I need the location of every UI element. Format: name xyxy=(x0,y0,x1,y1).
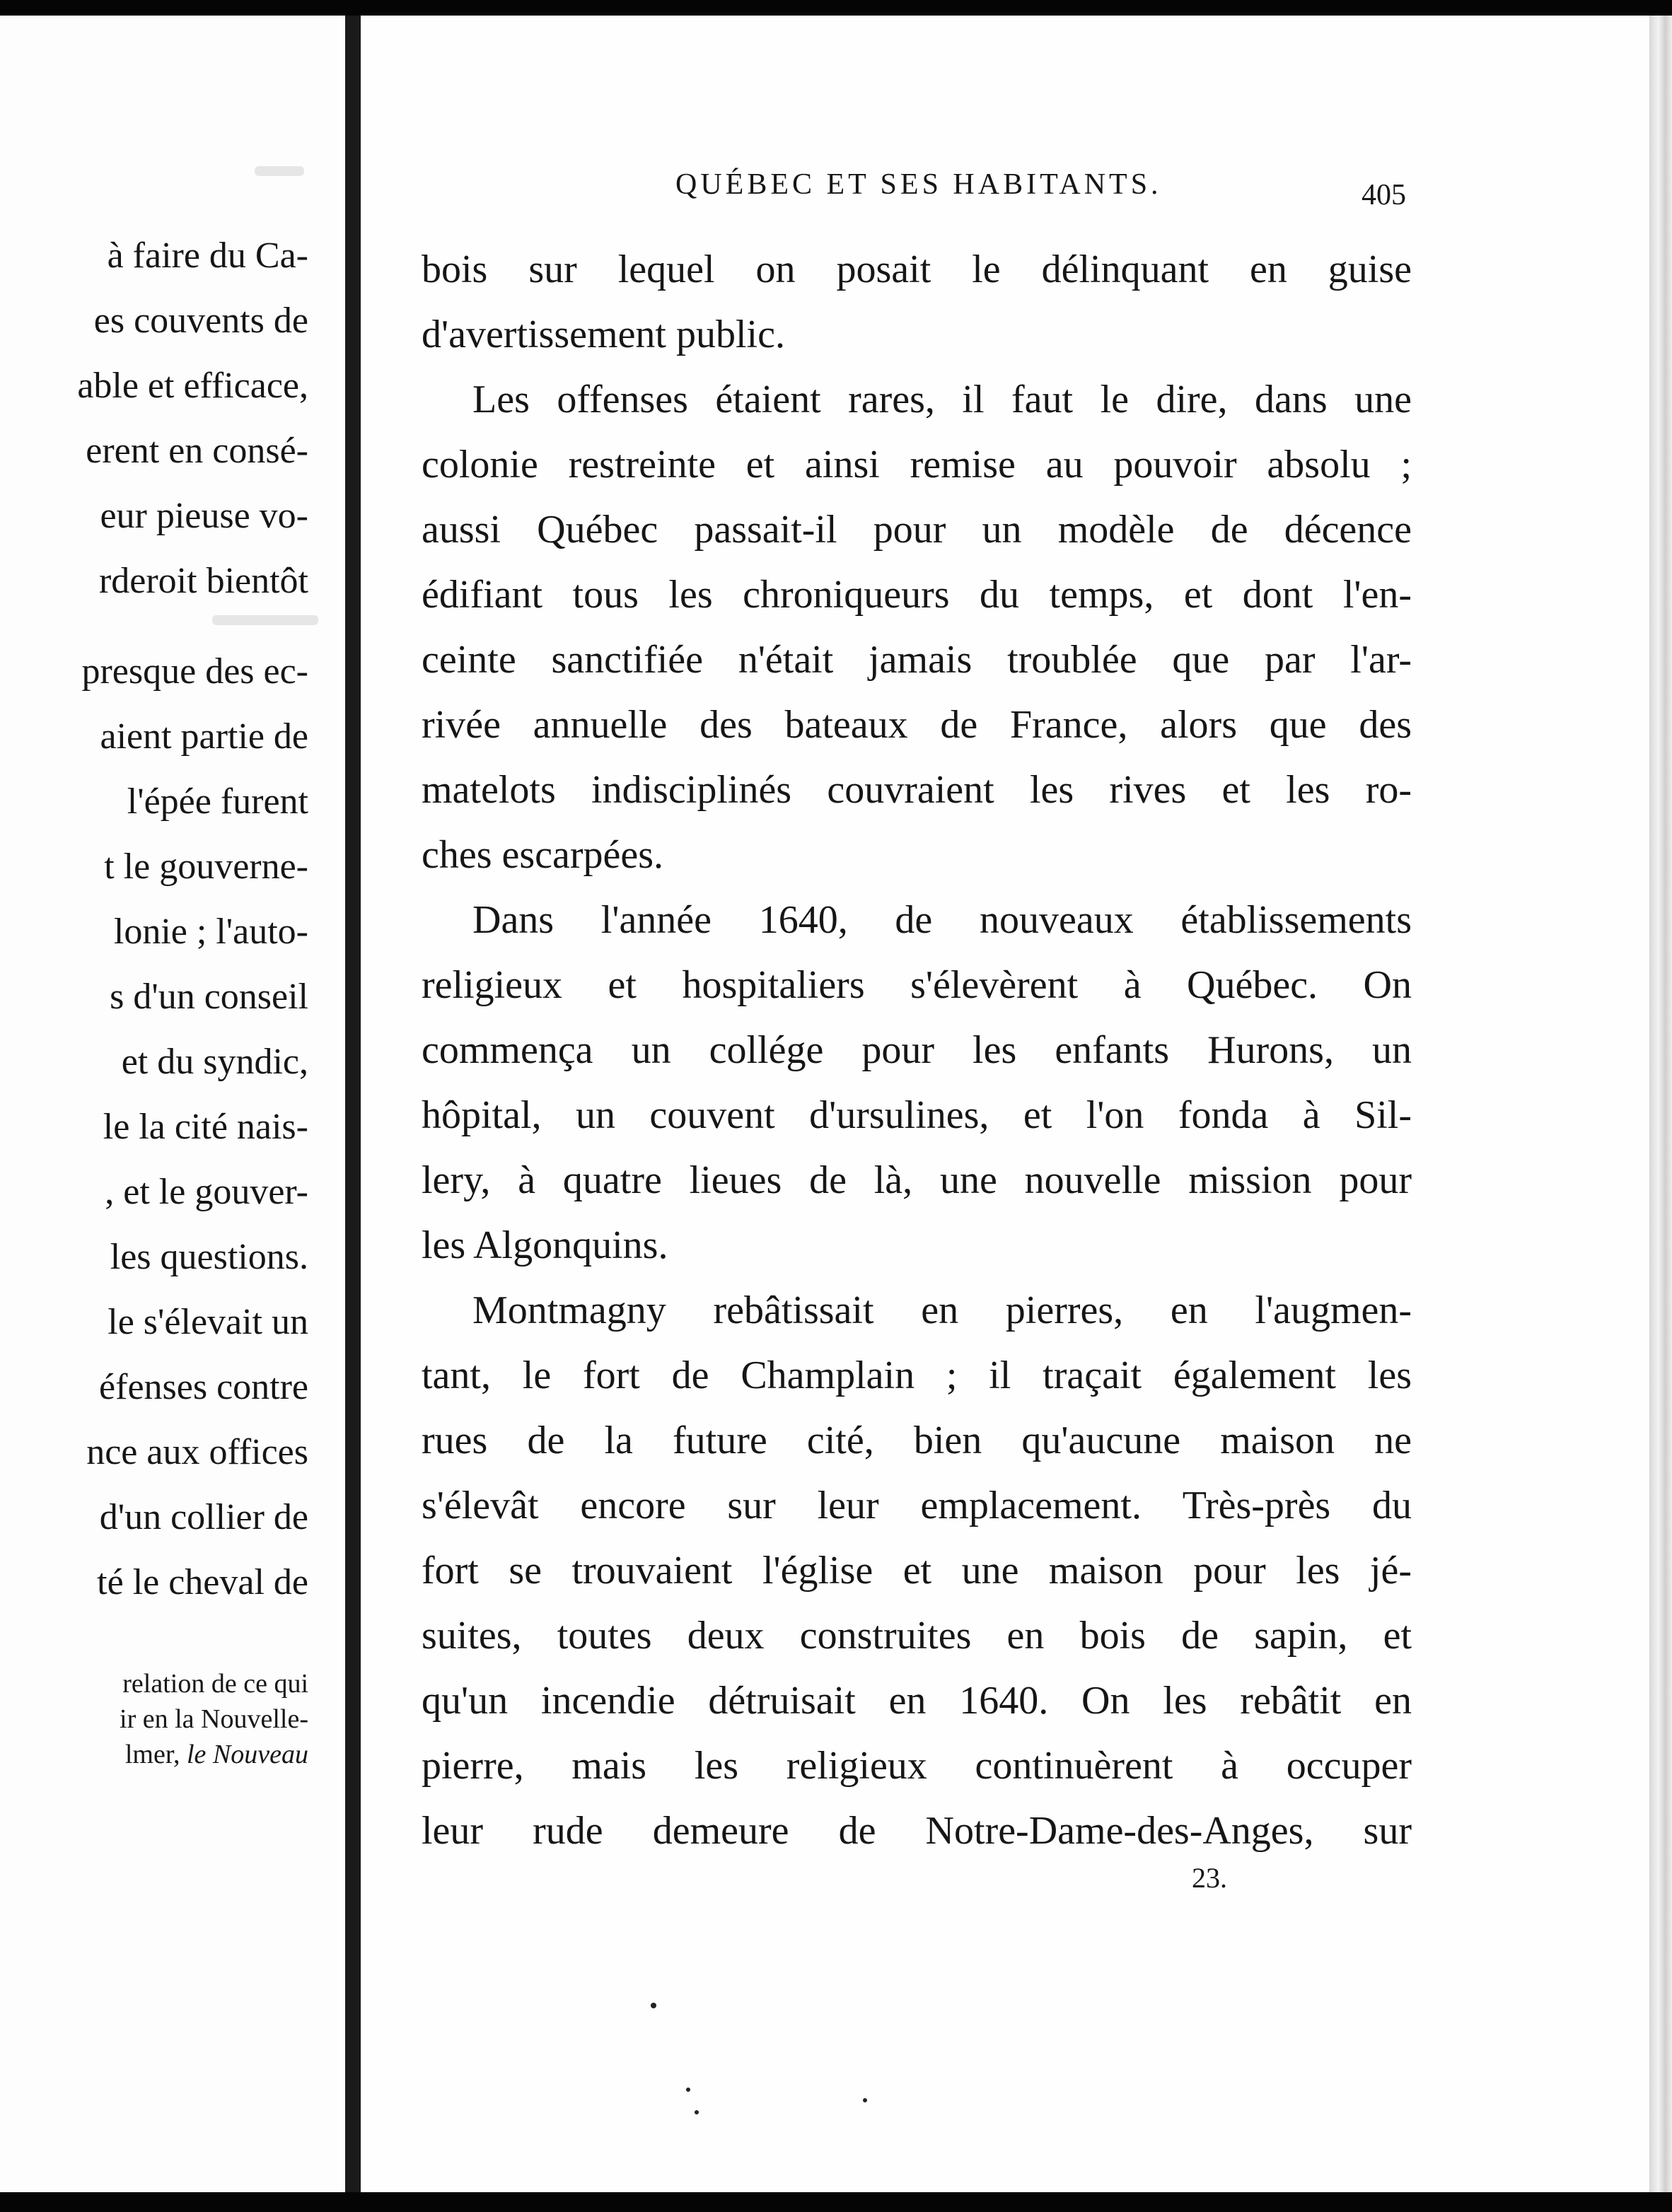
left-line: aient partie de xyxy=(100,716,308,757)
dust-speck xyxy=(651,2003,656,2008)
text-line: religieux et hospitaliers s'élevèrent à Québec. On xyxy=(422,963,1412,1007)
text-line: s'élevât encore sur leur emplacement. Très-près du xyxy=(422,1484,1412,1527)
left-line: d'un collier de xyxy=(99,1497,308,1537)
left-line: nce aux offices xyxy=(86,1432,308,1472)
dust-speck xyxy=(863,2098,867,2102)
left-line: rderoit bientôt xyxy=(98,561,308,601)
left-line: le la cité nais- xyxy=(103,1107,308,1147)
bleed-through-mark xyxy=(255,166,304,176)
left-page-text xyxy=(77,223,308,1615)
footnote-italic: le Nouveau xyxy=(186,1740,308,1769)
text-line: Montmagny rebâtissait en pierres, en l'augmen- xyxy=(472,1288,1412,1332)
text-line: suites, toutes deux construites en bois de sapin, et xyxy=(422,1614,1412,1658)
left-line: es couvents de xyxy=(93,301,308,341)
text-line: rues de la future cité, bien qu'aucune maison ne xyxy=(422,1419,1412,1462)
text-line: hôpital, un couvent d'ursulines, et l'on fonda à Sil- xyxy=(422,1093,1412,1137)
dust-speck xyxy=(695,2110,699,2114)
left-line: t le gouverne- xyxy=(104,846,308,887)
dust-speck xyxy=(686,2088,690,2092)
footnote-line: ir en la Nouvelle- xyxy=(120,1704,308,1734)
text-line: leur rude demeure de Notre-Dame-des-Anges, sur xyxy=(422,1809,1412,1853)
text-line: bois sur lequel on posait le délinquant en guise xyxy=(422,248,1412,291)
left-line: erent en consé- xyxy=(86,431,308,471)
text-line: qu'un incendie détruisait en 1640. On les rebâtit en xyxy=(422,1679,1412,1723)
left-line: l'épée furent xyxy=(127,781,308,822)
scan-bottom-border xyxy=(0,2192,1672,2212)
left-line: lonie ; l'auto- xyxy=(113,912,308,952)
left-line: presque des ec- xyxy=(81,651,308,692)
body-text xyxy=(422,237,1412,1863)
left-line: le s'élevait un xyxy=(108,1302,308,1342)
text-line: rivée annuelle des bateaux de France, alors que des xyxy=(422,703,1412,747)
text-line: fort se trouvaient l'église et une maison pour les jé- xyxy=(422,1549,1412,1593)
page-number: 405 xyxy=(1362,179,1406,211)
page-edge xyxy=(1649,16,1672,2192)
left-line: éfenses contre xyxy=(99,1367,308,1407)
text-line: colonie restreinte et ainsi remise au pouvoir absolu ; xyxy=(422,443,1412,487)
text-line: ches escarpées. xyxy=(422,833,664,877)
text-line: tant, le fort de Champlain ; il traçait également les xyxy=(422,1354,1412,1397)
text-line: Dans l'année 1640, de nouveaux établissements xyxy=(472,898,1412,942)
footnote-line: relation de ce qui xyxy=(122,1669,308,1699)
left-line: à faire du Ca- xyxy=(107,235,308,276)
signature-mark: 23. xyxy=(1192,1862,1227,1894)
footnote-fragment: lmer, le Nouveau xyxy=(124,1740,308,1769)
right-page xyxy=(361,16,1649,2192)
book-gutter xyxy=(345,16,361,2192)
text-line: les Algonquins. xyxy=(422,1223,668,1267)
left-line: s d'un conseil xyxy=(110,977,308,1017)
text-line: ceinte sanctifiée n'était jamais troublée que par l'ar- xyxy=(422,638,1412,682)
left-line: eur pieuse vo- xyxy=(100,496,308,536)
text-line: commença un collége pour les enfants Hurons, un xyxy=(422,1028,1412,1072)
left-line: able et efficace, xyxy=(77,366,308,406)
text-line: édifiant tous les chroniqueurs du temps, et dont l'en- xyxy=(422,573,1412,617)
text-line: lery, à quatre lieues de là, une nouvelle mission pour xyxy=(422,1158,1412,1202)
left-page-footnote xyxy=(120,1666,308,1772)
text-line: Les offenses étaient rares, il faut le dire, dans une xyxy=(472,378,1412,421)
text-line: pierre, mais les religieux continuèrent à occuper xyxy=(422,1744,1412,1788)
left-line: les questions. xyxy=(110,1237,308,1277)
text-line: matelots indisciplinés couvraient les rives et les ro- xyxy=(422,768,1412,812)
left-line: , et le gouver- xyxy=(105,1172,308,1212)
text-line: d'avertissement public. xyxy=(422,313,785,356)
footnote-line xyxy=(120,1737,308,1772)
left-line: et du syndic, xyxy=(121,1042,308,1082)
scan-top-border xyxy=(0,0,1672,16)
left-line: té le cheval de xyxy=(97,1562,308,1602)
running-head: QUÉBEC ET SES HABITANTS. xyxy=(675,168,1162,201)
text-line: aussi Québec passait-il pour un modèle de décence xyxy=(422,508,1412,552)
left-page xyxy=(0,16,345,2192)
